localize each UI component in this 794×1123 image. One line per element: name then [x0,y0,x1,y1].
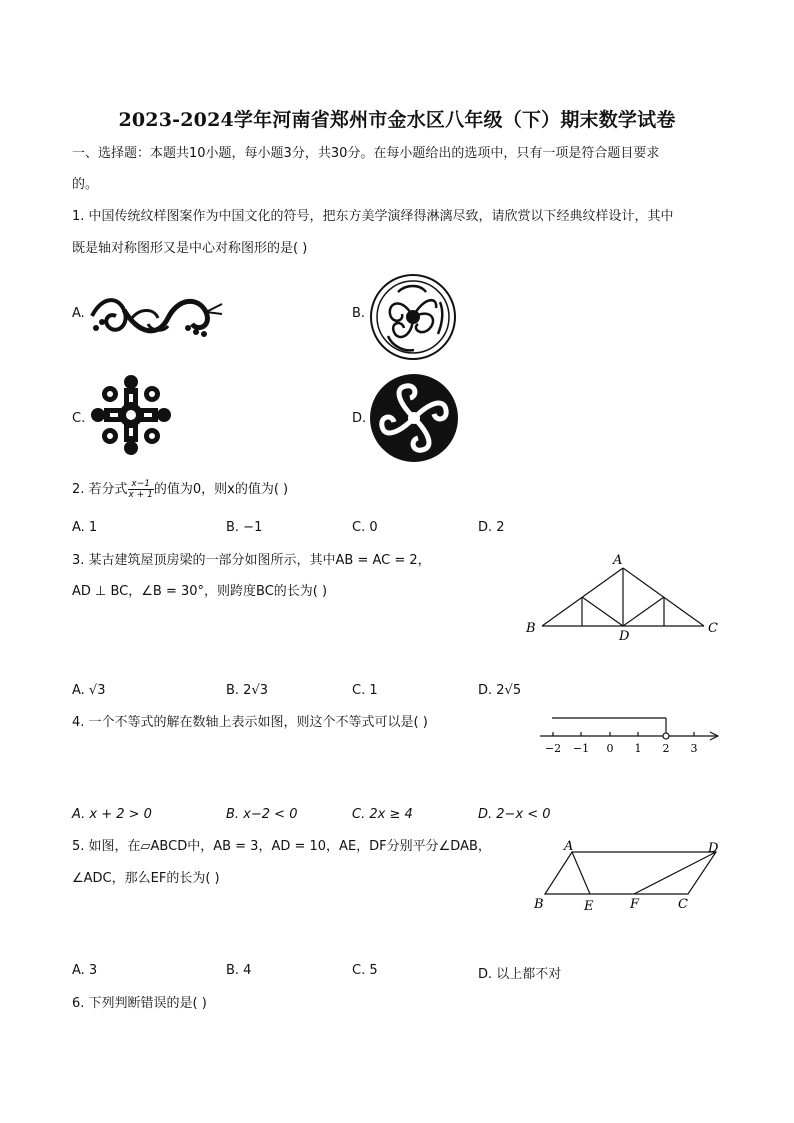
q3-label-b: B [526,621,536,636]
q4-stem: 4. 一个不等式的解在数轴上表示如图，则这个不等式可以是( ) [72,715,428,730]
q1-option-c-pattern [90,374,172,456]
q2-option-d: D. 2 [478,520,505,535]
q6-stem: 6. 下列判断错误的是( ) [72,996,207,1011]
q5-label-d: D [708,841,719,856]
q1-option-d-label: D. [352,411,367,426]
q1-stem-line1: 1. 中国传统纹样图案作为中国文化的符号，把东方美学演绎得淋漓尽致，请欣赏以下经典纹样设计，其中 [72,209,674,224]
q5-option-d: D. 以上都不对 [478,967,562,982]
q3-option-b: B. 2√3 [226,683,269,698]
q2-option-c: C. 0 [352,520,378,535]
q3-stem-line2: AD ⊥ BC，∠B = 30°，则跨度BC的长为( ) [72,584,328,599]
q4-option-c: C. 2x ≥ 4 [352,807,413,822]
q5-option-c: C. 5 [352,963,378,978]
q4-option-d: D. 2−x < 0 [478,807,551,822]
q4-tick-label: 2 [662,742,670,755]
q1-option-b-pattern [368,272,458,362]
q1-option-a-label: A. [72,306,85,321]
q5-label-a: A [564,839,574,854]
q4-option-b: B. x−2 < 0 [226,807,298,822]
q4-number-line [536,710,726,760]
q3-stem-line1: 3. 某古建筑屋顶房梁的一部分如图所示，其中AB = AC = 2， [72,553,431,568]
q5-stem-line2: ∠ADC，那么EF的长为( ) [72,871,220,886]
q3-label-a: A [613,553,623,568]
q2-option-b: B. −1 [226,520,263,535]
page-title: 2023-2024学年河南省郑州市金水区八年级（下）期末数学试卷 [118,109,676,131]
q3-option-a: A. √3 [72,683,106,698]
q1-stem-line2: 既是轴对称图形又是中心对称图形的是( ) [72,241,308,256]
q1-option-b-label: B. [352,306,366,321]
q2-stem-suffix: 的值为0，则x的值为( ) [153,482,289,497]
q5-parallelogram-figure [528,836,726,916]
q2-stem [72,479,288,500]
q5-label-e: E [584,899,594,914]
q2-fraction-numerator: x−1 [128,479,154,490]
q4-tick-label: 1 [634,742,642,755]
q3-roof-truss-figure [520,548,726,648]
q3-option-d: D. 2√5 [478,683,522,698]
q1-option-c-label: C. [72,411,86,426]
q4-tick-label: 3 [690,742,698,755]
q5-option-b: B. 4 [226,963,252,978]
q1-option-d-pattern [368,372,460,464]
q4-tick-label: −2 [544,742,562,755]
q5-label-f: F [630,897,640,912]
q3-label-d: D [619,629,630,644]
section-instructions-line2: 的。 [72,177,99,192]
q4-tick-label: −1 [572,742,590,755]
q5-label-c: C [678,897,688,912]
q2-fraction-denominator: x + 1 [128,490,153,500]
q3-label-c: C [708,621,718,636]
q2-fraction [128,479,154,500]
q5-option-a: A. 3 [72,963,98,978]
q3-option-c: C. 1 [352,683,378,698]
q5-stem-line1: 5. 如图，在▱ABCD中，AB = 3，AD = 10，AE，DF分别平分∠DAB， [72,839,491,854]
q2-stem-prefix: 2. 若分式 [72,482,128,497]
section-instructions-line1: 一、选择题：本题共10小题，每小题3分，共30分。在每小题给出的选项中，只有一项是符合题目要求 [72,146,660,161]
q2-option-a: A. 1 [72,520,98,535]
q1-option-a-pattern [88,288,226,344]
q4-option-a: A. x + 2 > 0 [72,807,152,822]
q5-label-b: B [534,897,544,912]
q4-tick-label: 0 [606,742,614,755]
